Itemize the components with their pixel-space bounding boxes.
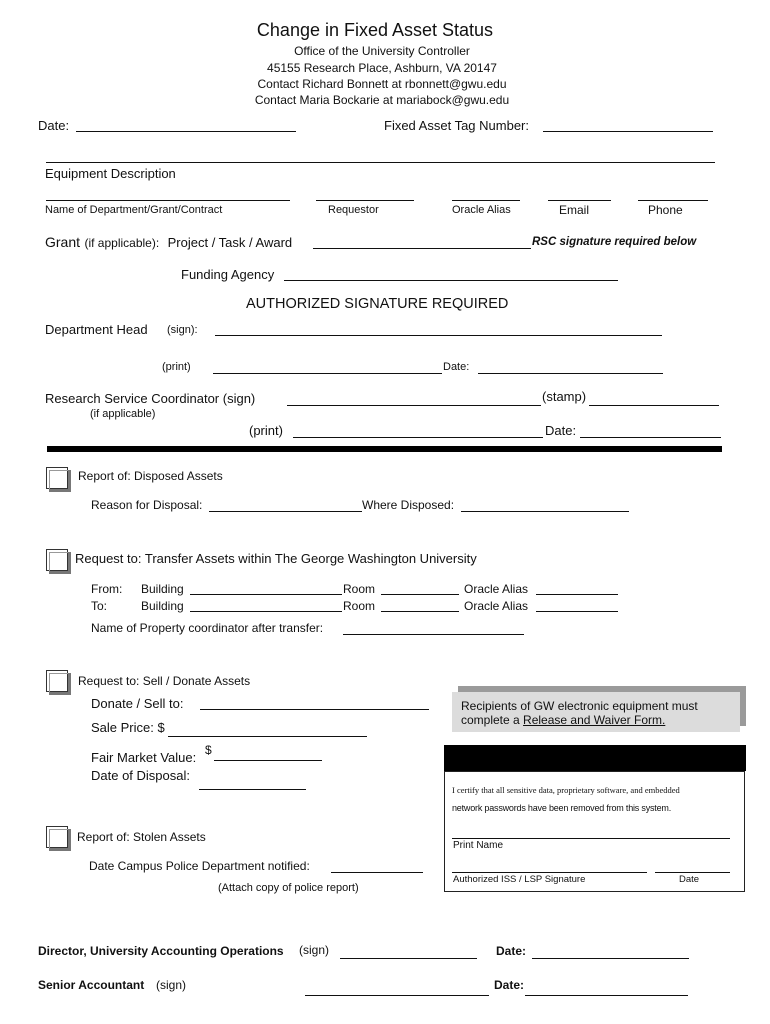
from-oracle-field[interactable] bbox=[536, 594, 618, 595]
donate-field[interactable] bbox=[200, 709, 429, 710]
from-building-field[interactable] bbox=[190, 594, 342, 595]
dept-head-sign-field[interactable] bbox=[215, 335, 662, 336]
equipment-description-field[interactable] bbox=[46, 162, 715, 163]
dept-head-sign-label: (sign): bbox=[167, 324, 198, 336]
page-title: Change in Fixed Asset Status bbox=[256, 20, 494, 40]
notice-line-2 bbox=[461, 713, 665, 727]
to-building-label: Building bbox=[141, 599, 184, 613]
director-date-label: Date: bbox=[496, 944, 527, 958]
where-disposed-label: Where Disposed: bbox=[362, 498, 455, 512]
equipment-label: Equipment Description bbox=[45, 166, 176, 181]
grant-row bbox=[45, 234, 292, 252]
disposal-reason-field[interactable] bbox=[209, 511, 362, 512]
requestor-label: Requestor bbox=[328, 204, 379, 216]
stolen-title: Report of: Stolen Assets bbox=[77, 830, 206, 844]
certification-header-bar bbox=[444, 745, 746, 771]
phone-label: Phone bbox=[648, 203, 683, 217]
rsc-print-label: (print) bbox=[249, 423, 283, 438]
department-field[interactable] bbox=[46, 200, 290, 201]
attach-police-note: (Attach copy of police report) bbox=[218, 882, 359, 894]
contact-line-1: Contact Richard Bonnett at rbonnett@gwu.edu bbox=[257, 77, 507, 91]
dept-head-print-label: (print) bbox=[162, 361, 191, 373]
address-line: 45155 Research Place, Ashburn, VA 20147 bbox=[267, 61, 497, 75]
from-room-label: Room bbox=[343, 582, 376, 596]
director-label: Director, University Accounting Operations bbox=[38, 944, 284, 958]
department-label: Name of Department/Grant/Contract bbox=[45, 204, 223, 216]
rsc-stamp-field[interactable] bbox=[589, 405, 719, 406]
oracle-alias-field[interactable] bbox=[452, 200, 520, 201]
email-field[interactable] bbox=[548, 200, 611, 201]
grant-label: Grant bbox=[45, 234, 81, 250]
disposed-assets-checkbox[interactable] bbox=[46, 467, 68, 489]
dept-head-date-label: Date: bbox=[443, 361, 470, 373]
coordinator-label: Name of Property coordinator after transfer: bbox=[91, 621, 324, 635]
fmv-label: Fair Market Value: bbox=[91, 750, 197, 765]
police-notified-label: Date Campus Police Department notified: bbox=[89, 859, 310, 873]
transfer-assets-checkbox[interactable] bbox=[46, 549, 68, 571]
print-name-label: Print Name bbox=[453, 840, 504, 851]
rsc-date-field[interactable] bbox=[580, 437, 721, 438]
tag-label: Fixed Asset Tag Number: bbox=[384, 118, 529, 133]
to-building-field[interactable] bbox=[190, 611, 342, 612]
grant-project-label: Project / Task / Award bbox=[167, 235, 293, 250]
to-room-field[interactable] bbox=[381, 611, 459, 612]
sell-title: Request to: Sell / Donate Assets bbox=[78, 674, 251, 688]
where-disposed-field[interactable] bbox=[461, 511, 629, 512]
from-label: From: bbox=[91, 582, 123, 596]
rsc-label: Research Service Coordinator (sign) bbox=[45, 391, 256, 406]
director-date-field[interactable] bbox=[532, 958, 689, 959]
police-notified-field[interactable] bbox=[331, 872, 423, 873]
funding-agency-label: Funding Agency bbox=[181, 267, 275, 282]
fmv-field[interactable] bbox=[214, 760, 322, 761]
iss-date-field[interactable] bbox=[655, 872, 730, 873]
email-label: Email bbox=[559, 203, 590, 217]
rsc-sign-field[interactable] bbox=[287, 405, 541, 406]
senior-date-label: Date: bbox=[494, 978, 525, 992]
print-name-field[interactable] bbox=[452, 838, 730, 839]
senior-date-field[interactable] bbox=[525, 995, 688, 996]
dept-head-label: Department Head bbox=[45, 322, 148, 337]
sell-donate-checkbox[interactable] bbox=[46, 670, 68, 692]
senior-sign-label: (sign) bbox=[156, 978, 187, 992]
iss-signature-label: Authorized ISS / LSP Signature bbox=[453, 874, 586, 885]
from-room-field[interactable] bbox=[381, 594, 459, 595]
dept-head-print-field[interactable] bbox=[213, 373, 442, 374]
dept-head-date-field[interactable] bbox=[478, 373, 663, 374]
to-label: To: bbox=[91, 599, 108, 613]
sale-price-label: Sale Price: $ bbox=[91, 720, 165, 735]
stolen-assets-checkbox[interactable] bbox=[46, 826, 68, 848]
grant-field[interactable] bbox=[313, 248, 531, 249]
transfer-title: Request to: Transfer Assets within The George Washington University bbox=[75, 551, 477, 566]
senior-accountant-label: Senior Accountant bbox=[38, 978, 145, 992]
iss-signature-field[interactable] bbox=[452, 872, 647, 873]
rsc-print-field[interactable] bbox=[293, 437, 543, 438]
senior-sign-field[interactable] bbox=[305, 995, 489, 996]
sale-price-field[interactable] bbox=[168, 736, 367, 737]
contact-line-2: Contact Maria Bockarie at mariabock@gwu.edu bbox=[254, 93, 510, 107]
tag-number-field[interactable] bbox=[543, 131, 713, 132]
rsc-stamp-label: (stamp) bbox=[542, 389, 587, 404]
office-line: Office of the University Controller bbox=[294, 44, 470, 58]
donate-label: Donate / Sell to: bbox=[91, 696, 184, 711]
from-building-label: Building bbox=[141, 582, 184, 596]
release-waiver-link[interactable]: Release and Waiver Form. bbox=[523, 713, 666, 727]
grant-paren: (if applicable): bbox=[84, 236, 160, 250]
notice-line-2-prefix: complete a bbox=[461, 713, 524, 727]
requestor-field[interactable] bbox=[316, 200, 414, 201]
certify-line-1: I certify that all sensitive data, proprietary software, and embedded bbox=[452, 785, 680, 795]
notice-line-1: Recipients of GW electronic equipment must bbox=[461, 699, 698, 713]
date-field[interactable] bbox=[76, 131, 296, 132]
date-label: Date: bbox=[38, 118, 70, 133]
fmv-dollar: $ bbox=[205, 743, 212, 757]
disposed-title: Report of: Disposed Assets bbox=[78, 469, 223, 483]
auth-heading: AUTHORIZED SIGNATURE REQUIRED bbox=[246, 296, 509, 312]
to-oracle-label: Oracle Alias bbox=[464, 599, 529, 613]
date-disposal-label: Date of Disposal: bbox=[91, 768, 190, 783]
director-sign-label: (sign) bbox=[299, 943, 330, 957]
date-disposal-field[interactable] bbox=[199, 789, 306, 790]
rsc-date-label: Date: bbox=[545, 423, 577, 438]
rsc-note: RSC signature required below bbox=[532, 236, 697, 248]
oracle-alias-label: Oracle Alias bbox=[452, 204, 511, 216]
coordinator-field[interactable] bbox=[343, 634, 524, 635]
to-room-label: Room bbox=[343, 599, 376, 613]
director-sign-field[interactable] bbox=[340, 958, 477, 959]
section-divider bbox=[47, 446, 722, 452]
funding-agency-field[interactable] bbox=[284, 280, 618, 281]
to-oracle-field[interactable] bbox=[536, 611, 618, 612]
certify-line-2: network passwords have been removed from this system. bbox=[452, 803, 671, 813]
disposal-reason-label: Reason for Disposal: bbox=[91, 498, 203, 512]
rsc-if-applicable: (if applicable) bbox=[90, 408, 156, 420]
iss-date-label: Date bbox=[679, 874, 700, 885]
phone-field[interactable] bbox=[638, 200, 708, 201]
from-oracle-label: Oracle Alias bbox=[464, 582, 529, 596]
